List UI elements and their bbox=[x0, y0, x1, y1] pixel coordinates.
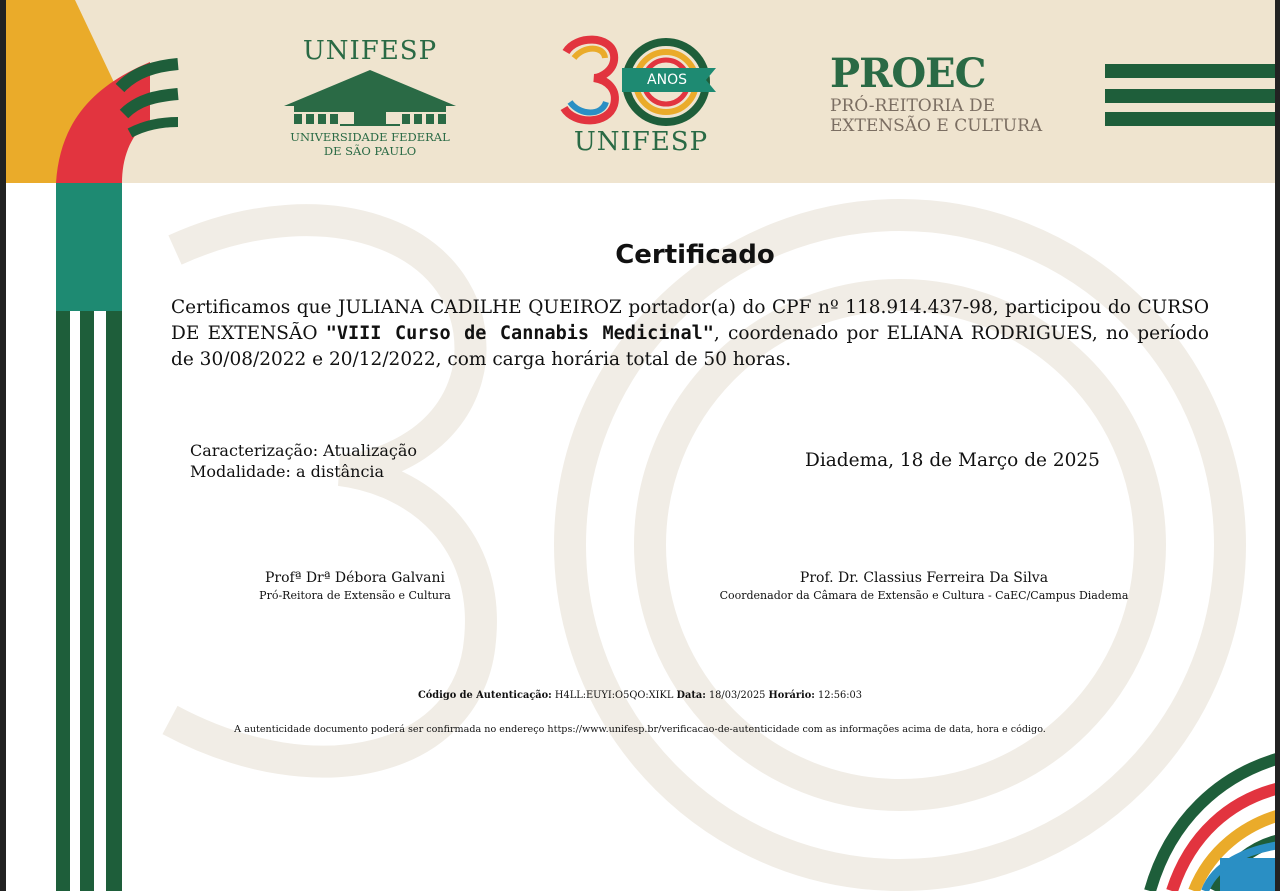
certificate-title: Certificado bbox=[615, 240, 775, 270]
anniversary-word: ANOS bbox=[647, 72, 687, 88]
auth-code-label: Código de Autenticação: bbox=[417, 690, 552, 701]
modality: Modalidade: a distância bbox=[190, 462, 385, 481]
place-date: Diadema, 18 de Março de 2025 bbox=[805, 450, 1100, 471]
proec-logo bbox=[830, 52, 1050, 136]
building-icon bbox=[280, 66, 460, 126]
anniversary-name: UNIFESP bbox=[573, 127, 709, 157]
auth-code: H4LL:EUYI:O5QO:XIKL bbox=[554, 690, 674, 701]
characterization: Caracterização: Atualização bbox=[190, 441, 418, 460]
unifesp-logo-line2: DE SÃO PAULO bbox=[323, 144, 417, 158]
unifesp-logo-line1: UNIVERSIDADE FEDERAL bbox=[290, 130, 450, 144]
auth-date-label: Data: bbox=[676, 690, 706, 701]
auth-time-label: Horário: bbox=[768, 690, 815, 701]
signature-1-role: Pró-Reitora de Extensão e Cultura bbox=[259, 589, 451, 602]
unifesp-logo bbox=[280, 36, 460, 158]
signature-2-name: Prof. Dr. Classius Ferreira Da Silva bbox=[799, 570, 1049, 586]
verification-text: A autenticidade documento poderá ser confirmada no endereço https://www.unifesp.br/verificacao-de-autenticidade com as informações acima de data, hora e código. bbox=[234, 724, 1046, 735]
proec-logo-name: PROEC bbox=[830, 50, 986, 97]
signature-2-role: Coordenador da Câmara de Extensão e Cultura - CaEC/Campus Diadema bbox=[719, 589, 1129, 602]
auth-date: 18/03/2025 bbox=[708, 690, 766, 701]
certificate-body bbox=[171, 295, 1209, 373]
signature-1 bbox=[205, 570, 505, 602]
signature-2 bbox=[690, 570, 1158, 602]
body-part-1: Certificamos que JULIANA CADILHE QUEIROZ portador(a) do CPF nº 118.914.437-98, participou do CURSO DE EXTENSÃO bbox=[171, 297, 1209, 344]
proec-logo-line1: PRÓ-REITORIA DE bbox=[830, 96, 995, 116]
unifesp-logo-name: UNIFESP bbox=[302, 36, 438, 66]
right-edge bbox=[1275, 0, 1280, 891]
right-stripes bbox=[1105, 64, 1275, 78]
course-name: "VIII Curso de Cannabis Medicinal" bbox=[325, 323, 714, 344]
auth-time: 12:56:03 bbox=[818, 690, 863, 701]
authentication-line bbox=[0, 690, 1280, 701]
body-part-2: , coordenado por ELIANA RODRIGUES, no período de 30/08/2022 e 20/12/2022, com carga horária total de 50 horas. bbox=[171, 323, 1209, 370]
proec-logo-line2: EXTENSÃO E CULTURA bbox=[830, 116, 1043, 136]
left-edge bbox=[0, 0, 6, 891]
course-details bbox=[190, 440, 417, 482]
anniversary-logo bbox=[556, 30, 726, 160]
left-teal-block bbox=[56, 183, 122, 311]
signature-1-name: Profª Drª Débora Galvani bbox=[265, 570, 445, 586]
